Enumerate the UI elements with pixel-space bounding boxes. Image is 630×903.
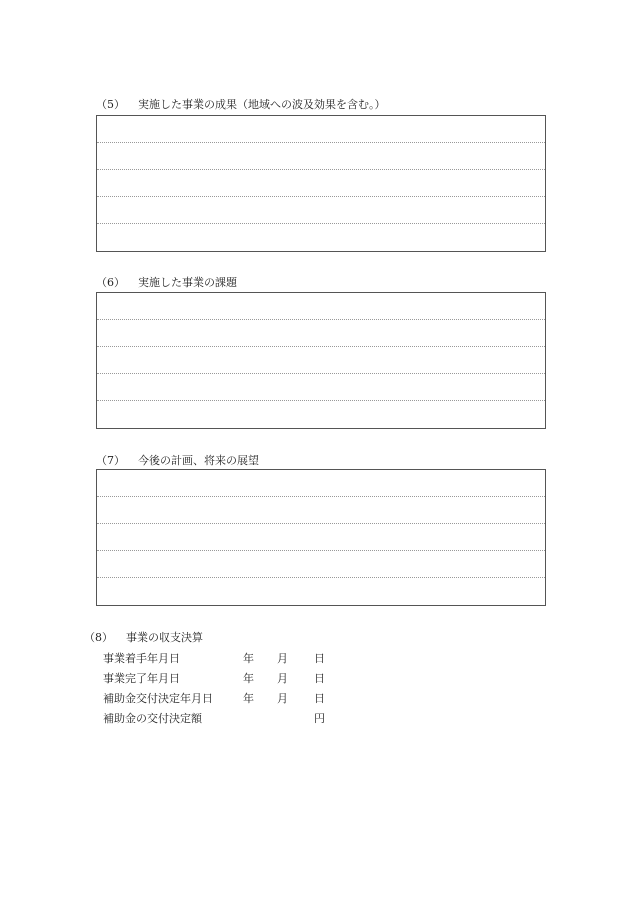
day-unit: 日 (314, 652, 325, 665)
section-title: 実施した事業の成果（地域への波及効果を含む。） (138, 98, 386, 111)
settlement-row (103, 650, 325, 666)
month-unit: 月 (277, 672, 288, 685)
row-label: 補助金の交付決定額 (103, 712, 202, 725)
row-label: 補助金交付決定年月日 (103, 692, 213, 705)
section-6-heading (96, 274, 237, 290)
settlement-row (103, 710, 325, 726)
month-unit: 月 (277, 652, 288, 665)
settlement-row (103, 690, 325, 706)
section-number: （6） (96, 276, 125, 289)
day-unit: 日 (314, 692, 325, 705)
settlement-row (103, 670, 325, 686)
section-5-box[interactable] (96, 115, 546, 252)
section-number: （7） (96, 454, 125, 467)
section-title: 実施した事業の課題 (138, 276, 237, 289)
section-7-box[interactable] (96, 469, 546, 606)
section-5-heading (96, 96, 386, 112)
day-unit: 日 (314, 672, 325, 685)
section-number: （8） (84, 631, 113, 644)
section-7-heading (96, 452, 259, 468)
row-label: 事業完了年月日 (103, 672, 180, 685)
section-title: 事業の収支決算 (126, 631, 203, 644)
section-8-heading (84, 629, 203, 645)
yen-unit: 円 (314, 712, 325, 725)
month-unit: 月 (277, 692, 288, 705)
year-unit: 年 (243, 652, 254, 665)
year-unit: 年 (243, 692, 254, 705)
row-label: 事業着手年月日 (103, 652, 180, 665)
section-6-box[interactable] (96, 292, 546, 429)
section-title: 今後の計画、将来の展望 (138, 454, 259, 467)
year-unit: 年 (243, 672, 254, 685)
section-number: （5） (96, 98, 125, 111)
